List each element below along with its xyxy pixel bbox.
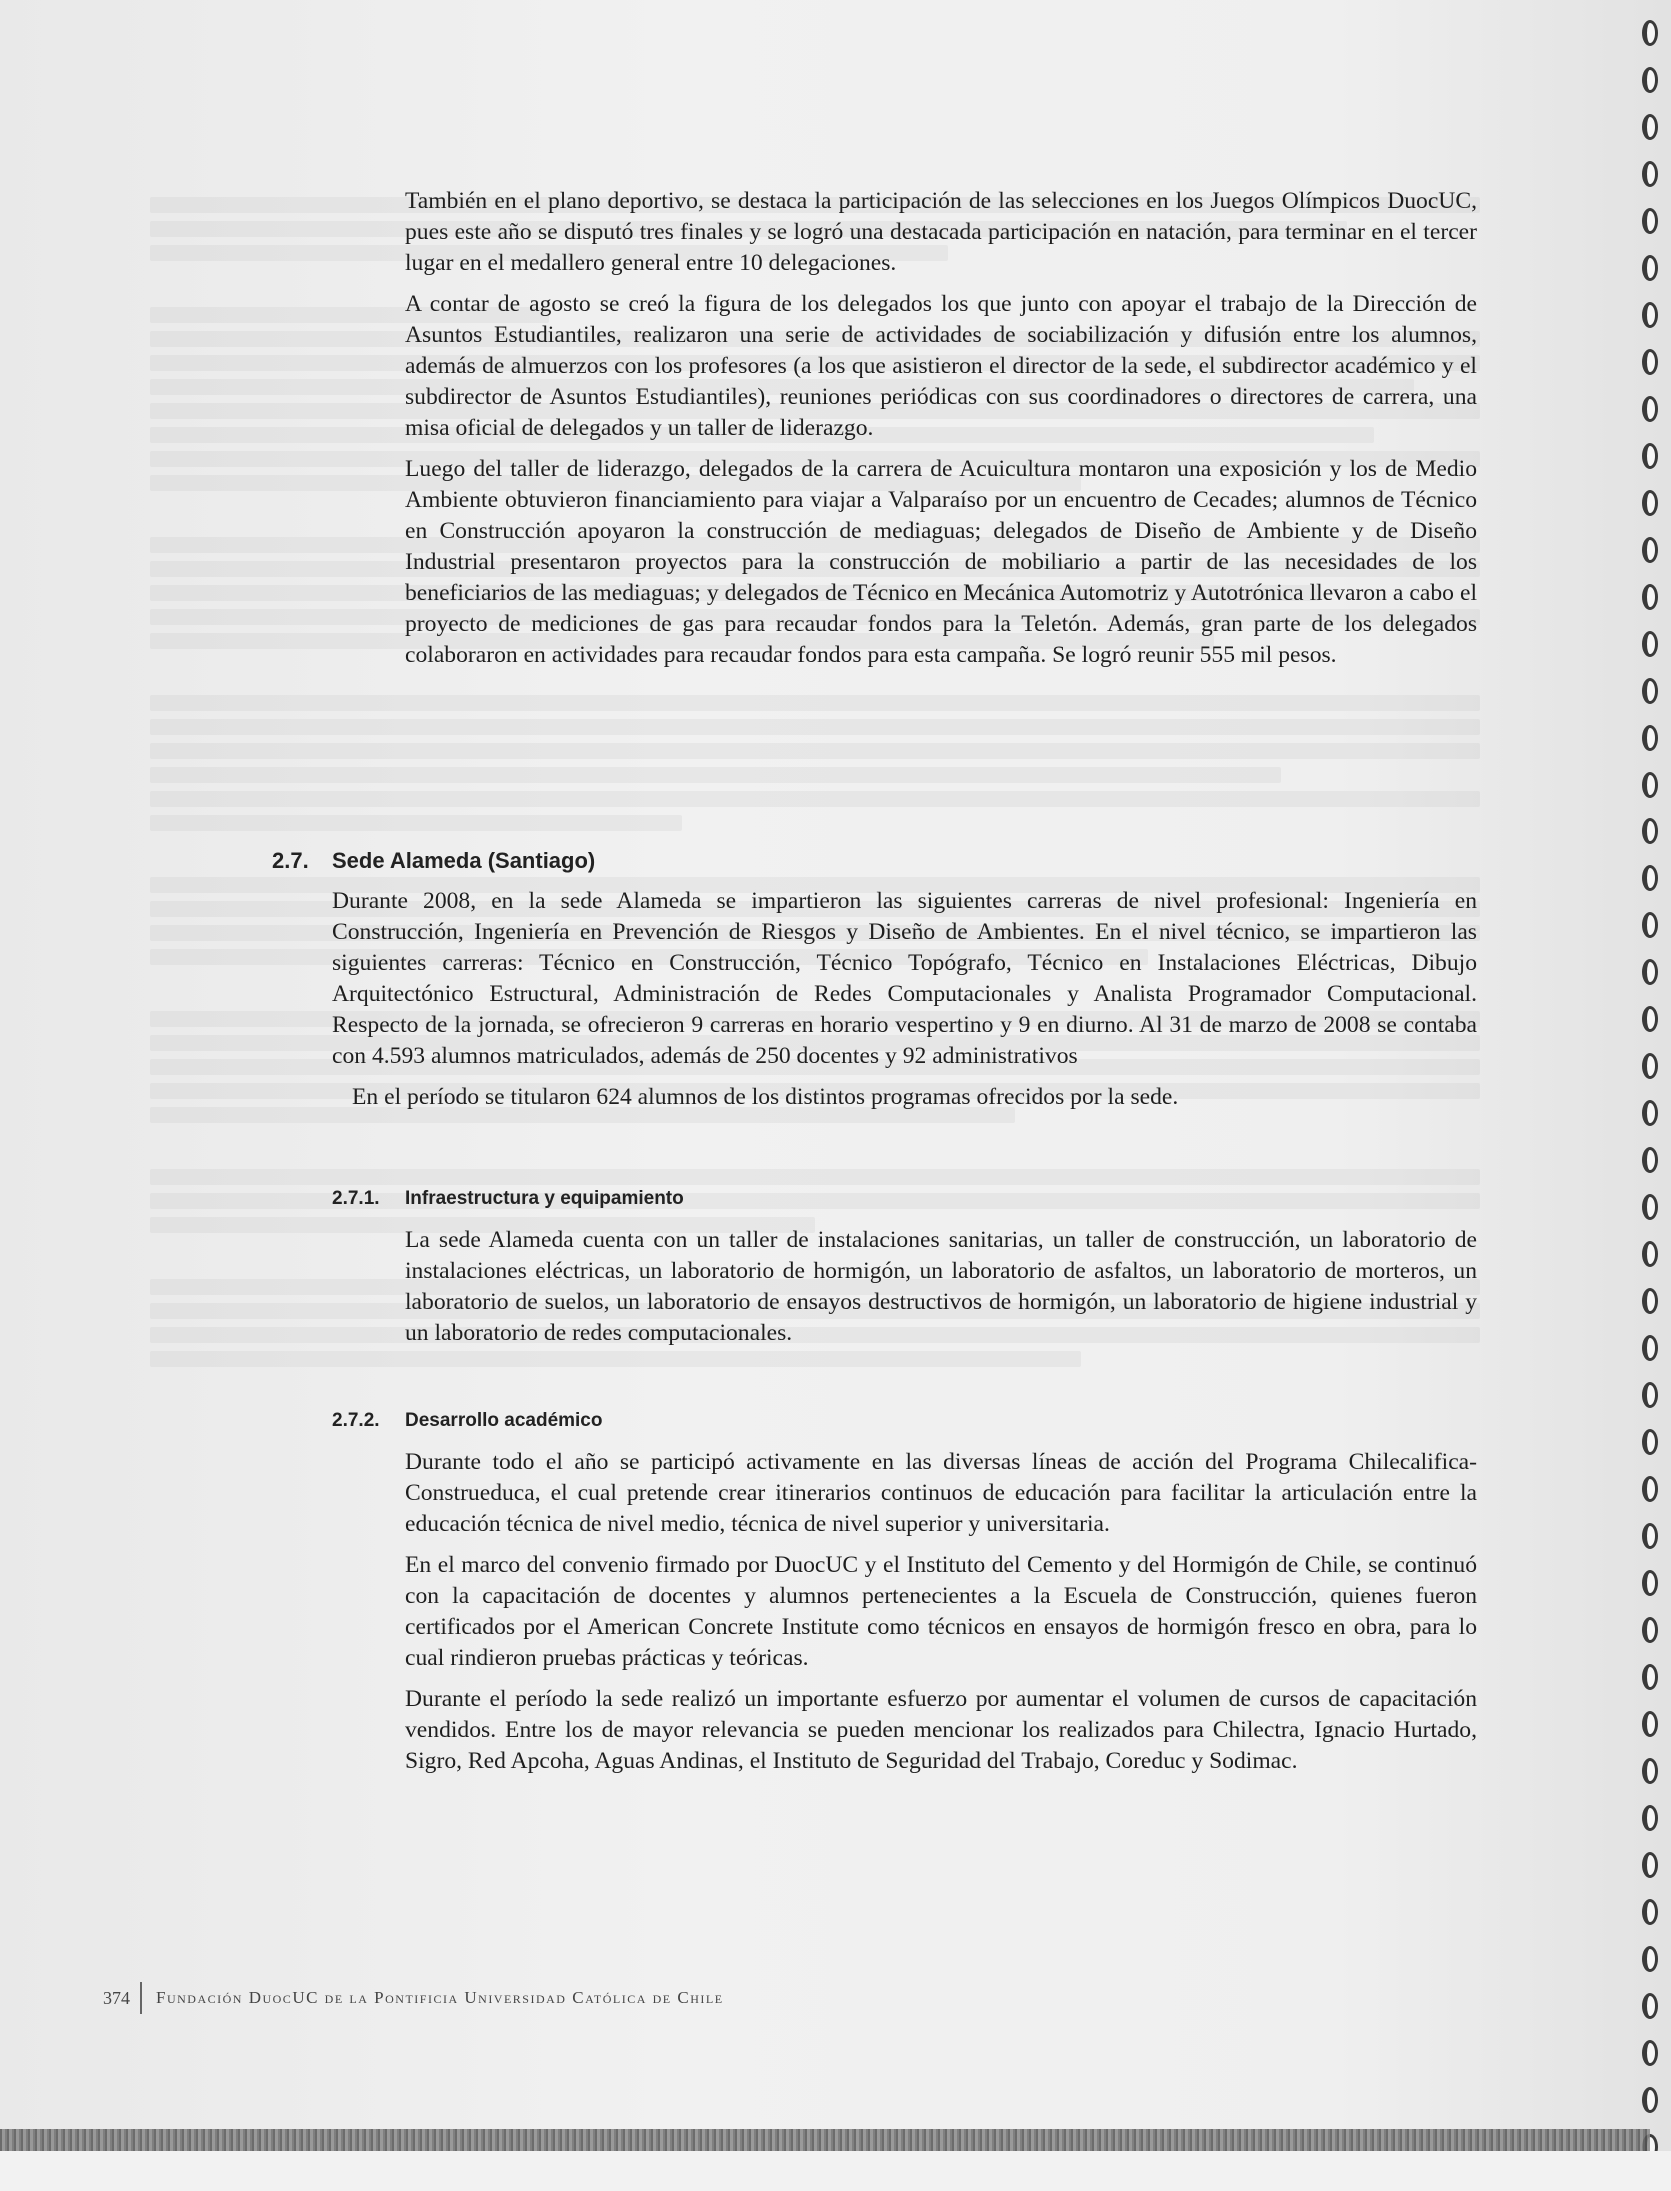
binding-ring	[1642, 537, 1658, 563]
binding-ring	[1642, 396, 1658, 422]
binding-ring	[1642, 1993, 1658, 2019]
subsection-2-paragraph-1: Durante todo el año se participó activamente en las diversas líneas de acción del Programa Chilecalifica-Construeduca, el cual pretende crear itinerarios continuos de educación para facilitar la articulación entre la educación técnica de nivel medio, técnica de nivel superior y universitaria.	[405, 1449, 1477, 1537]
scan-margin	[0, 2151, 1671, 2191]
binding-ring	[1642, 443, 1658, 469]
binding-ring	[1642, 631, 1658, 657]
binding-ring	[1642, 1194, 1658, 1220]
section-title: Sede Alameda (Santiago)	[332, 848, 596, 873]
binding-ring	[1642, 1805, 1658, 1831]
section-heading	[272, 848, 595, 874]
binding-ring	[1642, 865, 1658, 891]
footer-divider	[140, 1982, 142, 2014]
binding-ring	[1642, 1429, 1658, 1455]
binding-ring	[1642, 772, 1658, 798]
binding-ring	[1642, 349, 1658, 375]
binding-ring	[1642, 912, 1658, 938]
section-paragraph-2: En el período se titularon 624 alumnos de los distintos programas ofrecidos por la sede.	[352, 1084, 1179, 1110]
subsection-2-number: 2.7.2.	[332, 1410, 380, 1431]
binding-ring	[1642, 1852, 1658, 1878]
subsection-2-title: Desarrollo académico	[405, 1410, 603, 1431]
binding-ring	[1642, 490, 1658, 516]
binding-ring	[1642, 2087, 1658, 2113]
binding-ring	[1642, 1899, 1658, 1925]
page-number: 374	[103, 1987, 130, 2008]
intro-paragraph-1: También en el plano deportivo, se destaca la participación de las selecciones en los Juegos Olímpicos DuocUC, pues este año se disputó tres finales y se logró una destacada participación en natación, para terminar en el tercer lugar en el medallero general entre 10 delegaciones.	[405, 188, 1477, 276]
binding-ring	[1642, 114, 1658, 140]
binding-ring	[1642, 1147, 1658, 1173]
binding-ring	[1642, 1758, 1658, 1784]
binding-ring	[1642, 1382, 1658, 1408]
binding-ring	[1642, 1617, 1658, 1643]
binding-ring	[1642, 1241, 1658, 1267]
subsection-1-text-block	[405, 1225, 1477, 1359]
binding-ring	[1642, 818, 1658, 844]
section-paragraph-1: Durante 2008, en la sede Alameda se impartieron las siguientes carreras de nivel profesional: Ingeniería en Construcción, Ingeniería en Prevención de Riesgos y Diseño de Ambientes. En el nivel técnico, se impartieron las siguientes carreras: Técnico en Construcción, Técnico Topógrafo, Técnico en Instalaciones Eléctricas, Dibujo Arquitectónico Estructural, Administración de Redes Computacionales y Analista Programador Computacional. Respecto de la jornada, se ofrecieron 9 carreras en horario vespertino y 9 en diurno. Al 31 de marzo de 2008 se contaba con 4.593 alumnos matriculados, además de 250 docentes y 92 administrativos	[332, 888, 1477, 1069]
spiral-binding	[1635, 20, 1665, 2160]
section-number: 2.7.	[272, 848, 309, 873]
binding-ring	[1642, 1664, 1658, 1690]
binding-ring	[1642, 1100, 1658, 1126]
binding-ring	[1642, 161, 1658, 187]
binding-ring	[1642, 2040, 1658, 2066]
footer-title: Fundación DuocUC de la Pontificia Universidad Católica de Chile	[156, 1988, 724, 2007]
section-text-block	[332, 886, 1477, 1123]
subsection-2-paragraph-2: En el marco del convenio firmado por DuocUC y el Instituto del Cemento y del Hormigón de Chile, se continuó con la capacitación de docentes y alumnos pertenecientes a la Escuela de Construcción, quienes fueron certificados por el American Concrete Institute como técnicos en ensayos de hormigón fresco en obra, para lo cual rindieron pruebas prácticas y teóricas.	[405, 1552, 1477, 1671]
page-stack-edge	[0, 2129, 1650, 2151]
binding-ring	[1642, 302, 1658, 328]
subsection-2-paragraph-3: Durante el período la sede realizó un importante esfuerzo por aumentar el volumen de cursos de capacitación vendidos. Entre los de mayor relevancia se pueden mencionar los realizados para Chilectra, Ignacio Hurtado, Sigro, Red Apcoha, Aguas Andinas, el Instituto de Seguridad del Trabajo, Coreduc y Sodimac.	[405, 1686, 1477, 1774]
binding-ring	[1642, 1053, 1658, 1079]
binding-ring	[1642, 1523, 1658, 1549]
binding-ring	[1642, 678, 1658, 704]
intro-paragraph-3: Luego del taller de liderazgo, delegados de la carrera de Acuicultura montaron una exposición y los de Medio Ambiente obtuvieron financiamiento para viajar a Valparaíso por un encuentro de Cecades; alumnos de Técnico en Construcción apoyaron la construcción de mediaguas; delegados de Diseño de Ambiente y de Diseño Industrial presentaron proyectos para la construcción de mobiliario a partir de las necesidades de los beneficiarios de las mediaguas; y delegados de Técnico en Mecánica Automotriz y Autotrónica llevaron a cabo el proyecto de mediciones de gas para recaudar fondos para la Teletón. Además, gran parte de los delegados colaboraron en actividades para recaudar fondos para esta campaña. Se logró reunir 555 mil pesos.	[405, 456, 1477, 668]
binding-ring	[1642, 584, 1658, 610]
intro-text-block	[405, 186, 1477, 681]
binding-ring	[1642, 1711, 1658, 1737]
subsection-1-paragraph-1: La sede Alameda cuenta con un taller de instalaciones sanitarias, un taller de construcción, un laboratorio de instalaciones eléctricas, un laboratorio de hormigón, un laboratorio de asfaltos, un laboratorio de morteros, un laboratorio de suelos, un laboratorio de ensayos destructivos de hormigón, un laboratorio de higiene industrial y un laboratorio de redes computacionales.	[405, 1227, 1477, 1346]
page-footer	[80, 1980, 724, 2016]
binding-ring	[1642, 1476, 1658, 1502]
subsection-1-heading	[332, 1188, 684, 1210]
binding-ring	[1642, 67, 1658, 93]
binding-ring	[1642, 725, 1658, 751]
binding-ring	[1642, 208, 1658, 234]
subsection-2-text-block	[405, 1447, 1477, 1787]
binding-ring	[1642, 1570, 1658, 1596]
binding-ring	[1642, 255, 1658, 281]
binding-ring	[1642, 1335, 1658, 1361]
binding-ring	[1642, 1288, 1658, 1314]
binding-ring	[1642, 1006, 1658, 1032]
subsection-2-heading	[332, 1410, 602, 1432]
intro-paragraph-2: A contar de agosto se creó la figura de los delegados los que junto con apoyar el trabajo de la Dirección de Asuntos Estudiantiles, realizaron una serie de actividades de sociabilización y difusión entre los alumnos, además de almuerzos con los profesores (a los que asistieron el director de la sede, el subdirector académico y el subdirector de Asuntos Estudiantiles), reuniones periódicas con sus coordinadores o directores de carrera, una misa oficial de delegados y un taller de liderazgo.	[405, 291, 1477, 441]
binding-ring	[1642, 959, 1658, 985]
binding-ring	[1642, 1946, 1658, 1972]
binding-ring	[1642, 20, 1658, 46]
subsection-1-title: Infraestructura y equipamiento	[405, 1188, 684, 1209]
subsection-1-number: 2.7.1.	[332, 1188, 380, 1209]
